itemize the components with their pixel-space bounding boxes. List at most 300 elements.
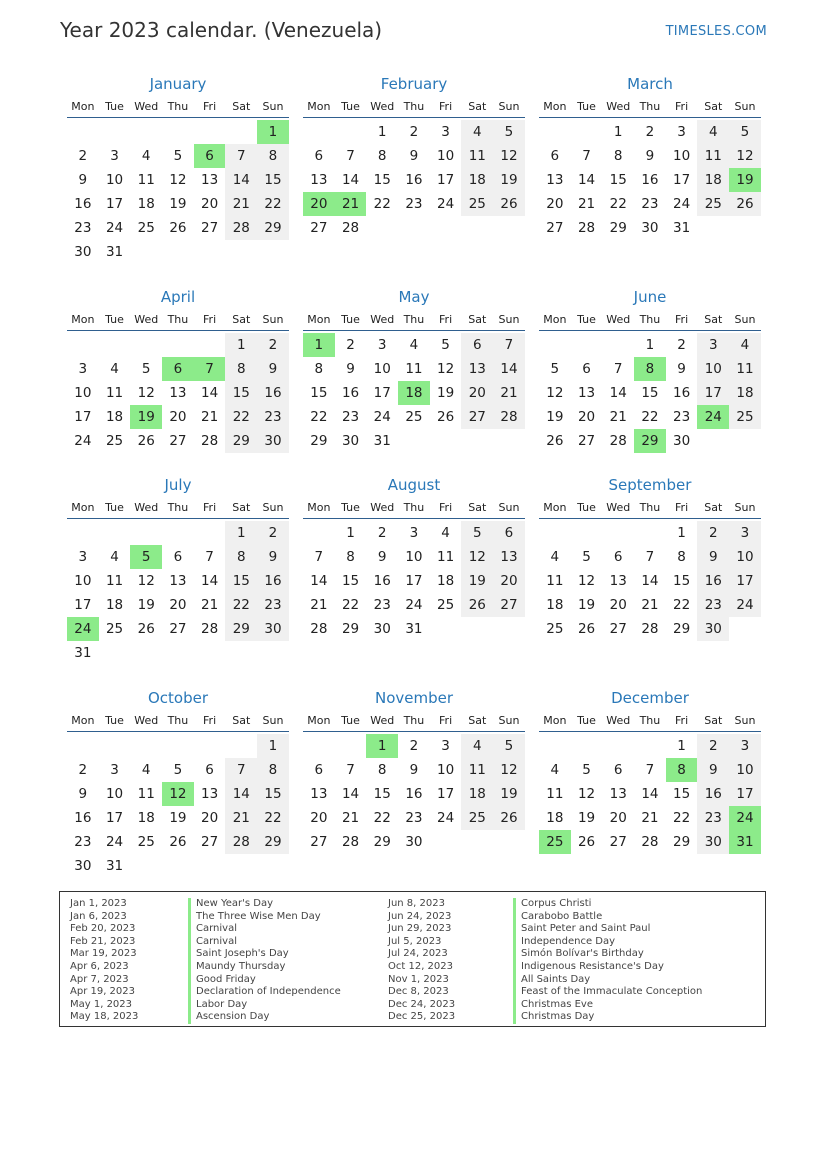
day-cell: 2 [78,148,88,164]
day-cell: 23 [74,834,92,850]
holiday-list [59,891,766,1027]
day-cell: 16 [257,569,289,593]
day-cell: 23 [405,810,423,826]
day-cell: 26 [577,834,596,850]
day-cell: 27 [201,220,219,236]
day-grid [539,333,761,453]
weekday-label: Wed [370,100,395,113]
holiday-day-cell: 6 [194,144,226,168]
weekday-label: Sun [498,501,520,514]
empty-cell [571,521,603,545]
weekday-label: Sat [704,313,723,326]
day-cell: 25 [137,220,155,236]
day-cell: 28 [201,621,219,637]
day-cell: 30 [341,433,360,449]
day-cell: 22 [609,196,627,212]
empty-cell [539,521,571,545]
day-cell: 7 [493,333,525,357]
day-cell: 21 [225,192,257,216]
day-cell: 21 [577,196,596,212]
day-cell: 29 [310,433,328,449]
empty-cell [303,120,335,144]
day-cell: 3 [78,361,88,377]
day-cell: 24 [105,834,124,850]
month-april [67,283,289,453]
day-cell: 1 [225,333,257,357]
day-cell: 24 [405,597,423,613]
day-cell: 25 [729,405,761,429]
day-cell: 18 [105,409,124,425]
day-cell: 9 [257,545,289,569]
weekday-label: Tue [341,714,360,727]
day-cell: 17 [697,381,729,405]
day-cell: 21 [201,597,219,613]
empty-cell [602,734,634,758]
empty-cell [571,333,603,357]
empty-cell [67,333,99,357]
empty-cell [130,854,162,878]
day-cell: 14 [577,172,596,188]
holiday-day-cell: 25 [539,830,571,854]
day-cell: 3 [677,124,686,140]
day-cell: 20 [461,381,493,405]
day-cell: 11 [137,172,155,188]
day-cell: 2 [645,124,655,140]
weekday-label: Thu [167,100,189,113]
day-cell: 29 [609,220,627,236]
day-cell: 22 [310,409,328,425]
day-cell: 14 [201,385,219,401]
empty-cell [162,240,194,264]
holiday-date: Apr 6, 2023 [70,960,129,972]
holiday-date: Jul 5, 2023 [388,935,442,947]
empty-cell [67,521,99,545]
day-cell: 28 [341,220,360,236]
day-cell: 4 [550,762,560,778]
day-cell: 4 [409,337,419,353]
month-name: December [611,689,689,707]
holiday-day-cell: 19 [130,405,162,429]
day-cell: 1 [677,738,686,754]
day-cell: 4 [729,333,761,357]
day-cell: 12 [577,573,596,589]
weekday-label: Thu [639,501,661,514]
weekday-label: Sat [468,100,487,113]
weekday-label: Sun [498,100,520,113]
day-cell: 1 [677,525,686,541]
day-cell: 14 [609,385,627,401]
day-cell: 16 [74,810,92,826]
holiday-name: Ascension Day [188,1011,341,1024]
weekday-label: Sun [262,313,284,326]
weekday-label: Mon [71,714,95,727]
day-cell: 9 [409,762,419,778]
day-cell: 29 [225,617,257,641]
weekday-label: Mon [307,714,331,727]
day-cell: 7 [225,144,257,168]
day-cell: 25 [105,433,124,449]
day-cell: 29 [673,621,691,637]
empty-cell [335,120,367,144]
empty-cell [130,641,162,665]
day-cell: 8 [377,148,387,164]
day-cell: 27 [461,405,493,429]
empty-cell [634,521,666,545]
day-cell: 31 [673,220,691,236]
weekday-label: Tue [577,313,596,326]
day-cell: 20 [493,569,525,593]
day-cell: 13 [201,786,219,802]
day-cell: 2 [377,525,387,541]
day-cell: 2 [257,521,289,545]
day-cell: 11 [137,786,155,802]
day-cell: 15 [225,569,257,593]
empty-cell [162,120,194,144]
holiday-day-cell: 24 [729,806,761,830]
day-cell: 20 [577,409,596,425]
day-cell: 20 [609,810,627,826]
day-cell: 30 [697,830,729,854]
weekday-label: Wed [134,313,159,326]
day-cell: 24 [673,196,691,212]
day-cell: 17 [729,569,761,593]
weekday-label: Sat [704,714,723,727]
weekday-label: Tue [577,714,596,727]
month-march [539,70,761,240]
day-cell: 1 [225,521,257,545]
empty-cell [539,120,571,144]
holiday-date: Jun 24, 2023 [388,910,452,922]
empty-cell [225,120,257,144]
day-cell: 4 [461,734,493,758]
day-cell: 22 [257,806,289,830]
day-cell: 3 [697,333,729,357]
holiday-day-cell: 20 [303,192,335,216]
day-cell: 23 [405,196,423,212]
empty-cell [194,333,226,357]
weekday-label: Tue [105,100,124,113]
weekday-label: Thu [639,714,661,727]
empty-cell [257,854,289,878]
empty-cell [461,617,493,641]
day-cell: 23 [341,409,360,425]
day-cell: 16 [405,172,423,188]
month-may [303,283,525,453]
day-cell: 9 [697,545,729,569]
day-cell: 7 [346,148,355,164]
day-cell: 13 [310,172,328,188]
day-cell: 2 [346,337,355,353]
weekday-label: Sun [262,100,284,113]
holiday-date: Jun 29, 2023 [388,923,452,935]
day-cell: 23 [697,806,729,830]
day-cell: 10 [697,357,729,381]
weekday-label: Mon [71,100,95,113]
day-cell: 11 [546,786,564,802]
day-cell: 4 [550,549,560,565]
day-cell: 12 [137,385,155,401]
weekday-label: Wed [606,100,631,113]
day-cell: 22 [673,597,691,613]
holiday-dates-col-1 [70,898,138,1024]
weekday-label: Thu [639,313,661,326]
day-cell: 13 [169,385,187,401]
weekday-header [539,99,761,118]
weekday-label: Sat [232,313,251,326]
day-cell: 4 [141,762,151,778]
day-cell: 15 [310,385,328,401]
weekday-label: Thu [403,100,425,113]
day-cell: 12 [137,573,155,589]
holiday-day-cell: 24 [697,405,729,429]
holiday-name: Christmas Day [513,1011,702,1024]
empty-cell [461,830,493,854]
day-cell: 11 [461,758,493,782]
day-cell: 27 [546,220,564,236]
day-cell: 15 [641,385,659,401]
empty-cell [602,333,634,357]
day-cell: 15 [257,168,289,192]
day-cell: 24 [105,220,124,236]
empty-cell [99,734,131,758]
day-grid [303,120,525,240]
weekday-label: Mon [71,501,95,514]
month-september [539,471,761,641]
day-cell: 14 [310,573,328,589]
day-cell: 17 [437,172,455,188]
month-name: September [608,476,692,494]
day-cell: 16 [373,573,391,589]
day-cell: 7 [225,758,257,782]
day-cell: 13 [546,172,564,188]
day-cell: 26 [493,192,525,216]
day-cell: 25 [461,192,493,216]
day-cell: 13 [461,357,493,381]
day-cell: 21 [641,597,659,613]
weekday-header [539,500,761,519]
day-cell: 23 [74,220,92,236]
day-cell: 28 [225,830,257,854]
month-name: August [387,476,441,494]
day-cell: 28 [341,834,360,850]
day-cell: 15 [609,172,627,188]
day-cell: 30 [641,220,659,236]
weekday-header [539,312,761,331]
holiday-day-cell: 1 [257,120,289,144]
weekday-header [303,713,525,732]
holiday-name: Carabobo Battle [513,911,702,924]
weekday-label: Sat [232,501,251,514]
weekday-label: Wed [370,714,395,727]
day-cell: 13 [609,786,627,802]
empty-cell [194,641,226,665]
day-cell: 28 [609,433,627,449]
holiday-date: Feb 20, 2023 [70,923,136,935]
empty-cell [430,429,462,453]
weekday-label: Sun [734,714,756,727]
weekday-label: Sun [262,501,284,514]
day-cell: 6 [205,762,214,778]
day-cell: 5 [461,521,493,545]
day-cell: 31 [405,621,423,637]
day-cell: 15 [225,381,257,405]
day-cell: 23 [257,405,289,429]
holiday-day-cell: 8 [666,758,698,782]
weekday-label: Mon [543,100,567,113]
holiday-day-cell: 1 [366,734,398,758]
day-cell: 23 [257,593,289,617]
day-cell: 21 [225,806,257,830]
day-cell: 22 [257,192,289,216]
weekday-label: Thu [167,714,189,727]
day-cell: 31 [105,858,124,874]
day-cell: 27 [493,593,525,617]
empty-cell [130,521,162,545]
weekday-label: Wed [370,313,395,326]
empty-cell [461,429,493,453]
day-cell: 10 [105,786,124,802]
day-cell: 19 [493,782,525,806]
day-cell: 3 [441,738,450,754]
day-cell: 18 [437,573,455,589]
brand-link[interactable]: TIMESLES.COM [665,24,767,39]
empty-cell [130,120,162,144]
day-cell: 24 [437,810,455,826]
day-cell: 25 [697,192,729,216]
empty-cell [225,240,257,264]
day-cell: 23 [697,593,729,617]
day-cell: 29 [341,621,360,637]
day-cell: 12 [169,172,187,188]
day-cell: 2 [697,521,729,545]
day-cell: 22 [373,810,391,826]
day-cell: 21 [493,381,525,405]
holiday-date: Dec 8, 2023 [388,986,449,998]
day-cell: 21 [609,409,627,425]
holiday-day-cell: 5 [130,545,162,569]
day-cell: 18 [137,810,155,826]
day-cell: 8 [257,758,289,782]
day-cell: 13 [577,385,596,401]
holiday-date: Mar 19, 2023 [70,948,137,960]
weekday-header [67,312,289,331]
weekday-label: Sat [468,501,487,514]
holiday-name: Christmas Eve [513,999,702,1012]
day-cell: 27 [169,621,187,637]
day-cell: 9 [409,148,419,164]
day-cell: 6 [582,361,591,377]
holiday-name: Feast of the Immaculate Conception [513,986,702,999]
day-cell: 4 [110,549,119,565]
day-grid [67,333,289,453]
empty-cell [539,734,571,758]
holiday-name: All Saints Day [513,974,702,987]
day-cell: 19 [461,569,493,593]
empty-cell [729,216,761,240]
day-cell: 8 [225,357,257,381]
holiday-name: Independence Day [513,936,702,949]
holiday-date: Nov 1, 2023 [388,973,449,985]
weekday-label: Fri [675,714,689,727]
day-cell: 27 [609,621,627,637]
day-cell: 28 [225,216,257,240]
day-cell: 26 [169,220,187,236]
month-name: February [380,75,448,93]
weekday-label: Sun [734,501,756,514]
empty-cell [194,120,226,144]
day-cell: 25 [546,621,564,637]
day-cell: 22 [673,810,691,826]
empty-cell [225,641,257,665]
day-cell: 6 [550,148,560,164]
weekday-label: Tue [341,100,360,113]
empty-cell [493,617,525,641]
day-cell: 4 [461,120,493,144]
day-cell: 27 [169,433,187,449]
day-cell: 27 [310,834,328,850]
day-grid [303,734,525,854]
day-cell: 23 [673,409,691,425]
empty-cell [99,521,131,545]
day-cell: 3 [110,762,119,778]
empty-cell [130,734,162,758]
month-name: July [164,476,192,494]
day-cell: 29 [225,429,257,453]
holiday-date: Jun 8, 2023 [388,898,445,909]
month-february [303,70,525,240]
day-cell: 6 [314,762,324,778]
day-cell: 18 [461,782,493,806]
weekday-header [303,312,525,331]
day-cell: 8 [377,762,387,778]
day-cell: 13 [493,545,525,569]
month-name: March [627,75,673,93]
day-cell: 14 [641,573,659,589]
day-cell: 30 [673,433,691,449]
day-cell: 28 [310,621,328,637]
day-cell: 17 [74,597,92,613]
day-cell: 12 [546,385,564,401]
holiday-day-cell: 31 [729,830,761,854]
day-cell: 24 [373,409,391,425]
holiday-name: Labor Day [188,999,341,1012]
day-cell: 19 [493,168,525,192]
day-grid [539,521,761,641]
day-cell: 1 [645,337,655,353]
weekday-header [67,713,289,732]
day-cell: 5 [141,361,151,377]
weekday-label: Thu [167,501,189,514]
weekday-header [67,500,289,519]
holiday-date: Jul 24, 2023 [388,948,448,960]
day-cell: 30 [74,858,92,874]
day-cell: 26 [437,409,455,425]
holiday-date: Dec 24, 2023 [388,998,456,1010]
day-cell: 12 [493,758,525,782]
empty-cell [162,333,194,357]
weekday-label: Fri [203,100,217,113]
day-cell: 16 [673,385,691,401]
day-cell: 19 [169,196,187,212]
holiday-day-cell: 18 [398,381,430,405]
day-cell: 22 [373,196,391,212]
day-cell: 27 [609,834,627,850]
weekday-label: Wed [606,714,631,727]
weekday-label: Fri [675,501,689,514]
day-cell: 22 [641,409,659,425]
empty-cell [602,521,634,545]
day-cell: 26 [169,834,187,850]
